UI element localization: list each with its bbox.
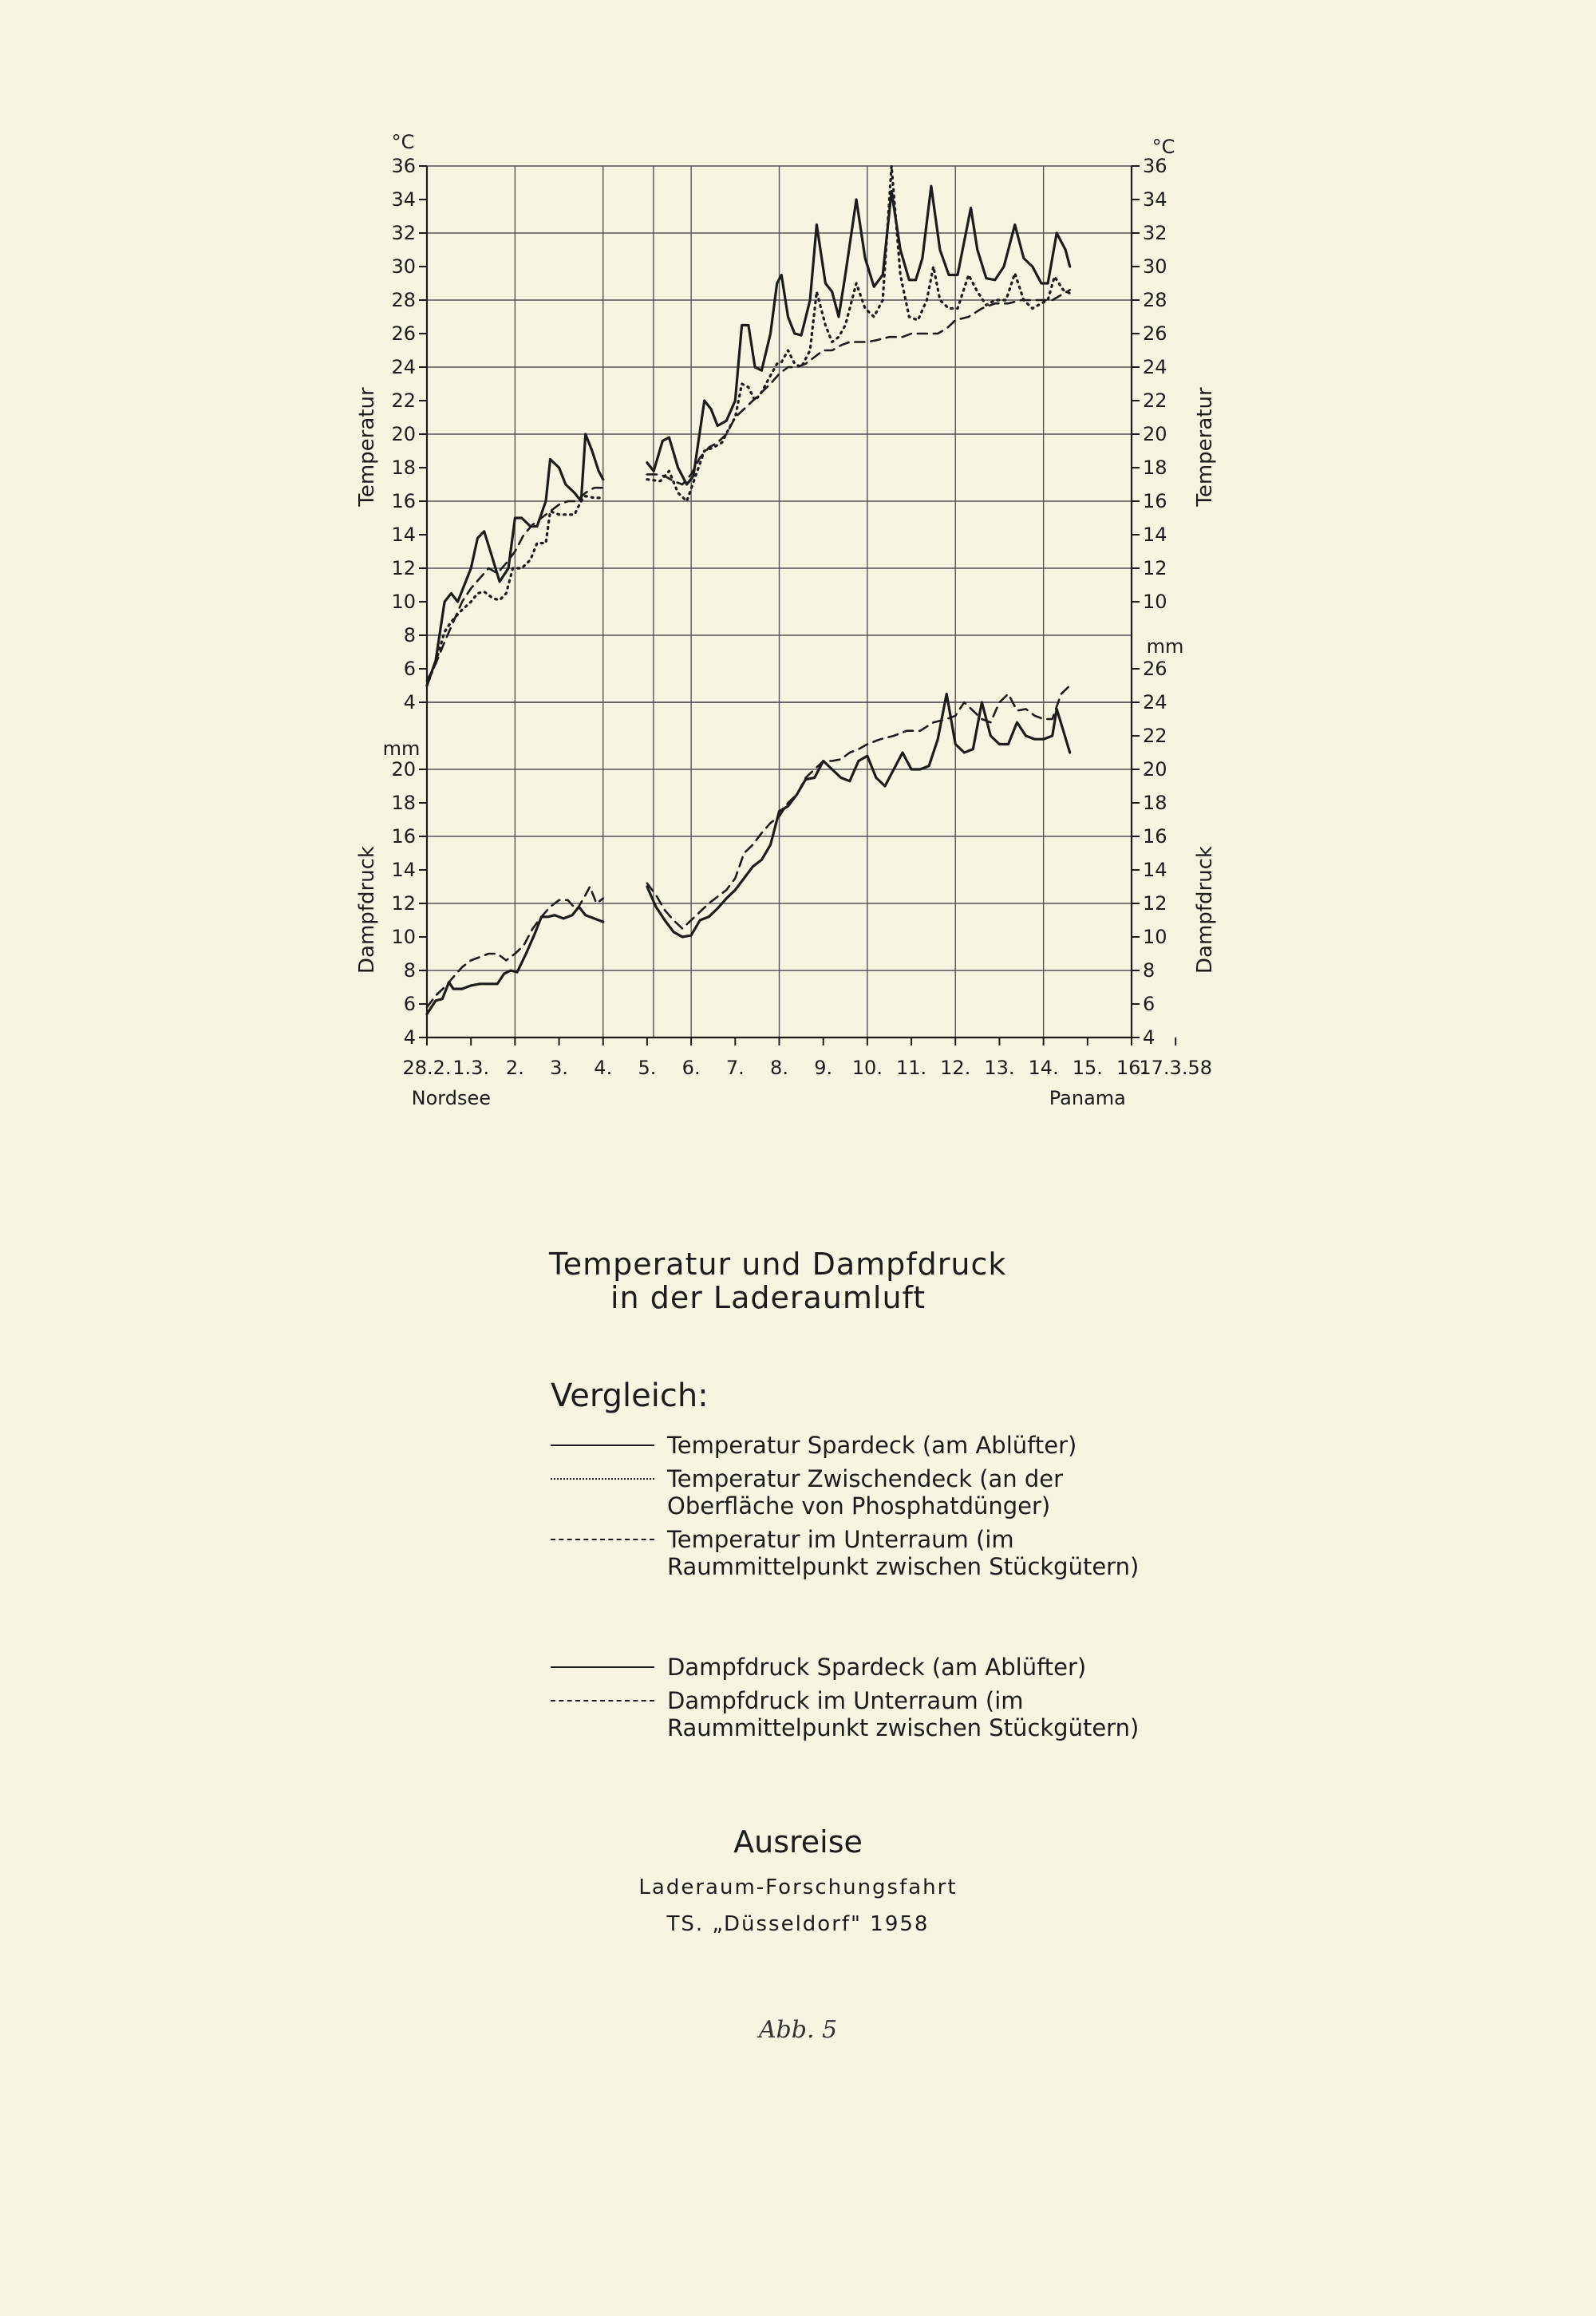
vapor-tick-label: 14: [1143, 859, 1167, 881]
vapor-axis-label-right: Dampfdruck: [1193, 846, 1217, 974]
temperature-tick-label: 22: [391, 389, 416, 412]
temperature-tick-label: 14: [391, 524, 416, 546]
x-tick-label: 8.: [770, 1057, 788, 1079]
temperature-tick-label: 4: [403, 691, 416, 713]
chart-title-line-2: in der Laderaumluft: [610, 1280, 926, 1315]
series-line-3: [647, 290, 1070, 484]
temperature-axis-label-left: Temperatur: [355, 387, 379, 507]
x-sublabel-panama: Panama: [1049, 1087, 1126, 1109]
vapor-tick-label: 8: [403, 959, 416, 982]
legend-solid-line-icon: [551, 1445, 654, 1446]
legend-dashed-line-icon: [551, 1700, 654, 1701]
temperature-tick-label: 22: [1143, 389, 1167, 412]
temperature-unit-right: °C: [1152, 136, 1175, 158]
x-tick-label: 28.2.: [402, 1057, 452, 1079]
temperature-tick-label: 18: [1143, 456, 1167, 479]
x-tick-label: 1.3.: [452, 1057, 490, 1079]
x-tick-label: 10.: [851, 1057, 883, 1079]
temperature-tick-label: 28: [391, 289, 416, 311]
vapor-tick-label: 10: [391, 926, 416, 948]
legend-label: Temperatur im Unterraum (im Raummittelpunkt zwischen Stückgütern): [667, 1526, 1140, 1580]
vapor-unit-right: mm: [1146, 635, 1184, 658]
legend-dashed-line-icon: [551, 1539, 654, 1540]
legend-heading: Vergleich:: [551, 1377, 709, 1414]
vapor-tick-label: 12: [391, 892, 416, 915]
legend-label: Dampfdruck Spardeck (am Ablüfter): [667, 1654, 1087, 1681]
x-tick-label: 17.3.58: [1139, 1057, 1212, 1079]
legend-label: Dampfdruck im Unterraum (im Raummittelpunkt zwischen Stückgütern): [667, 1687, 1140, 1741]
vapor-tick-label: 8: [1143, 959, 1156, 982]
temperature-tick-label: 26: [391, 322, 416, 345]
x-tick-label: 7.: [725, 1057, 745, 1079]
vapor-tick-label: 26: [1143, 658, 1167, 680]
temperature-tick-label: 26: [1143, 322, 1167, 345]
vapor-axis-label-left: Dampfdruck: [355, 846, 379, 974]
temperature-tick-label: 20: [391, 423, 416, 445]
vapor-tick-label: 14: [391, 859, 416, 881]
vapor-tick-label: 12: [1143, 892, 1167, 915]
x-tick-label: 4.: [594, 1057, 613, 1079]
temperature-tick-label: 30: [391, 255, 416, 278]
ship-label: TS. „Düsseldorf" 1958: [666, 1912, 930, 1936]
expedition-label: Laderaum-Forschungsfahrt: [638, 1875, 958, 1899]
vapor-tick-label: 20: [1143, 758, 1167, 781]
vapor-tick-label: 4: [1143, 1026, 1156, 1049]
temperature-tick-label: 18: [391, 456, 416, 479]
vapor-tick-label: 18: [391, 792, 416, 814]
vapor-tick-label: 4: [403, 1026, 416, 1049]
temperature-tick-label: 12: [1143, 557, 1167, 579]
temperature-tick-label: 16: [391, 490, 416, 512]
x-tick-label: 2.: [505, 1057, 524, 1079]
legend-dotted-line-icon: [551, 1478, 654, 1480]
x-tick-label: 6.: [681, 1057, 701, 1079]
x-tick-label: 13.: [984, 1057, 1015, 1079]
x-tick-label: 11.: [895, 1057, 927, 1079]
temperature-tick-label: 12: [391, 557, 416, 579]
temperature-tick-label: 28: [1143, 289, 1167, 311]
temperature-tick-label: 6: [403, 658, 416, 680]
x-tick-label: 5.: [638, 1057, 657, 1079]
temperature-tick-label: 10: [1143, 591, 1167, 613]
chart: [0, 0, 1596, 1133]
x-tick-label: 14.: [1028, 1057, 1059, 1079]
temperature-tick-label: 24: [1143, 356, 1167, 378]
temperature-tick-label: 10: [391, 591, 416, 613]
legend-solid-line-icon: [551, 1666, 654, 1668]
temperature-tick-label: 20: [1143, 423, 1167, 445]
temperature-tick-label: 30: [1143, 255, 1167, 278]
temperature-tick-label: 34: [391, 188, 416, 211]
vapor-tick-label: 22: [1143, 725, 1167, 747]
temperature-tick-label: 24: [391, 356, 416, 378]
temperature-tick-label: 36: [1143, 155, 1167, 177]
vapor-tick-label: 6: [403, 993, 416, 1015]
temperature-tick-label: 36: [391, 155, 416, 177]
figure-label: Abb. 5: [758, 2016, 838, 2044]
vapor-tick-label: 10: [1143, 926, 1167, 948]
legend-label: Temperatur Zwischendeck (an der Oberfläche von Phosphatdünger): [667, 1465, 1064, 1520]
vapor-tick-label: 16: [1143, 825, 1167, 848]
vapor-tick-label: 18: [1143, 792, 1167, 814]
vapor-tick-label: 6: [1143, 993, 1156, 1015]
series-line-1: [647, 186, 1070, 484]
temperature-tick-label: 14: [1143, 524, 1167, 546]
x-tick-label: 15.: [1072, 1057, 1103, 1079]
vapor-unit-left: mm: [382, 737, 421, 760]
x-tick-label: 9.: [814, 1057, 833, 1079]
vapor-tick-label: 20: [391, 758, 416, 781]
x-sublabel-nordsee: Nordsee: [411, 1087, 492, 1109]
temperature-tick-label: 32: [1143, 222, 1167, 244]
legend-label: Temperatur Spardeck (am Ablüfter): [667, 1432, 1077, 1459]
temperature-tick-label: 32: [391, 222, 416, 244]
voyage-label: Ausreise: [733, 1824, 863, 1860]
temperature-tick-label: 16: [1143, 490, 1167, 512]
x-tick-label: 16.: [1116, 1057, 1148, 1079]
vapor-tick-label: 24: [1143, 691, 1167, 713]
temperature-tick-label: 8: [403, 624, 416, 646]
vapor-tick-label: 16: [391, 825, 416, 848]
temperature-axis-label-right: Temperatur: [1193, 387, 1217, 507]
series-line-5: [647, 686, 1070, 929]
series-line-4: [647, 694, 1070, 938]
x-tick-label: 12.: [940, 1057, 971, 1079]
temperature-unit-left: °C: [391, 131, 415, 153]
x-tick-label: 3.: [550, 1057, 569, 1079]
temperature-tick-label: 34: [1143, 188, 1167, 211]
chart-title-line-1: Temperatur und Dampfdruck: [549, 1247, 1007, 1282]
